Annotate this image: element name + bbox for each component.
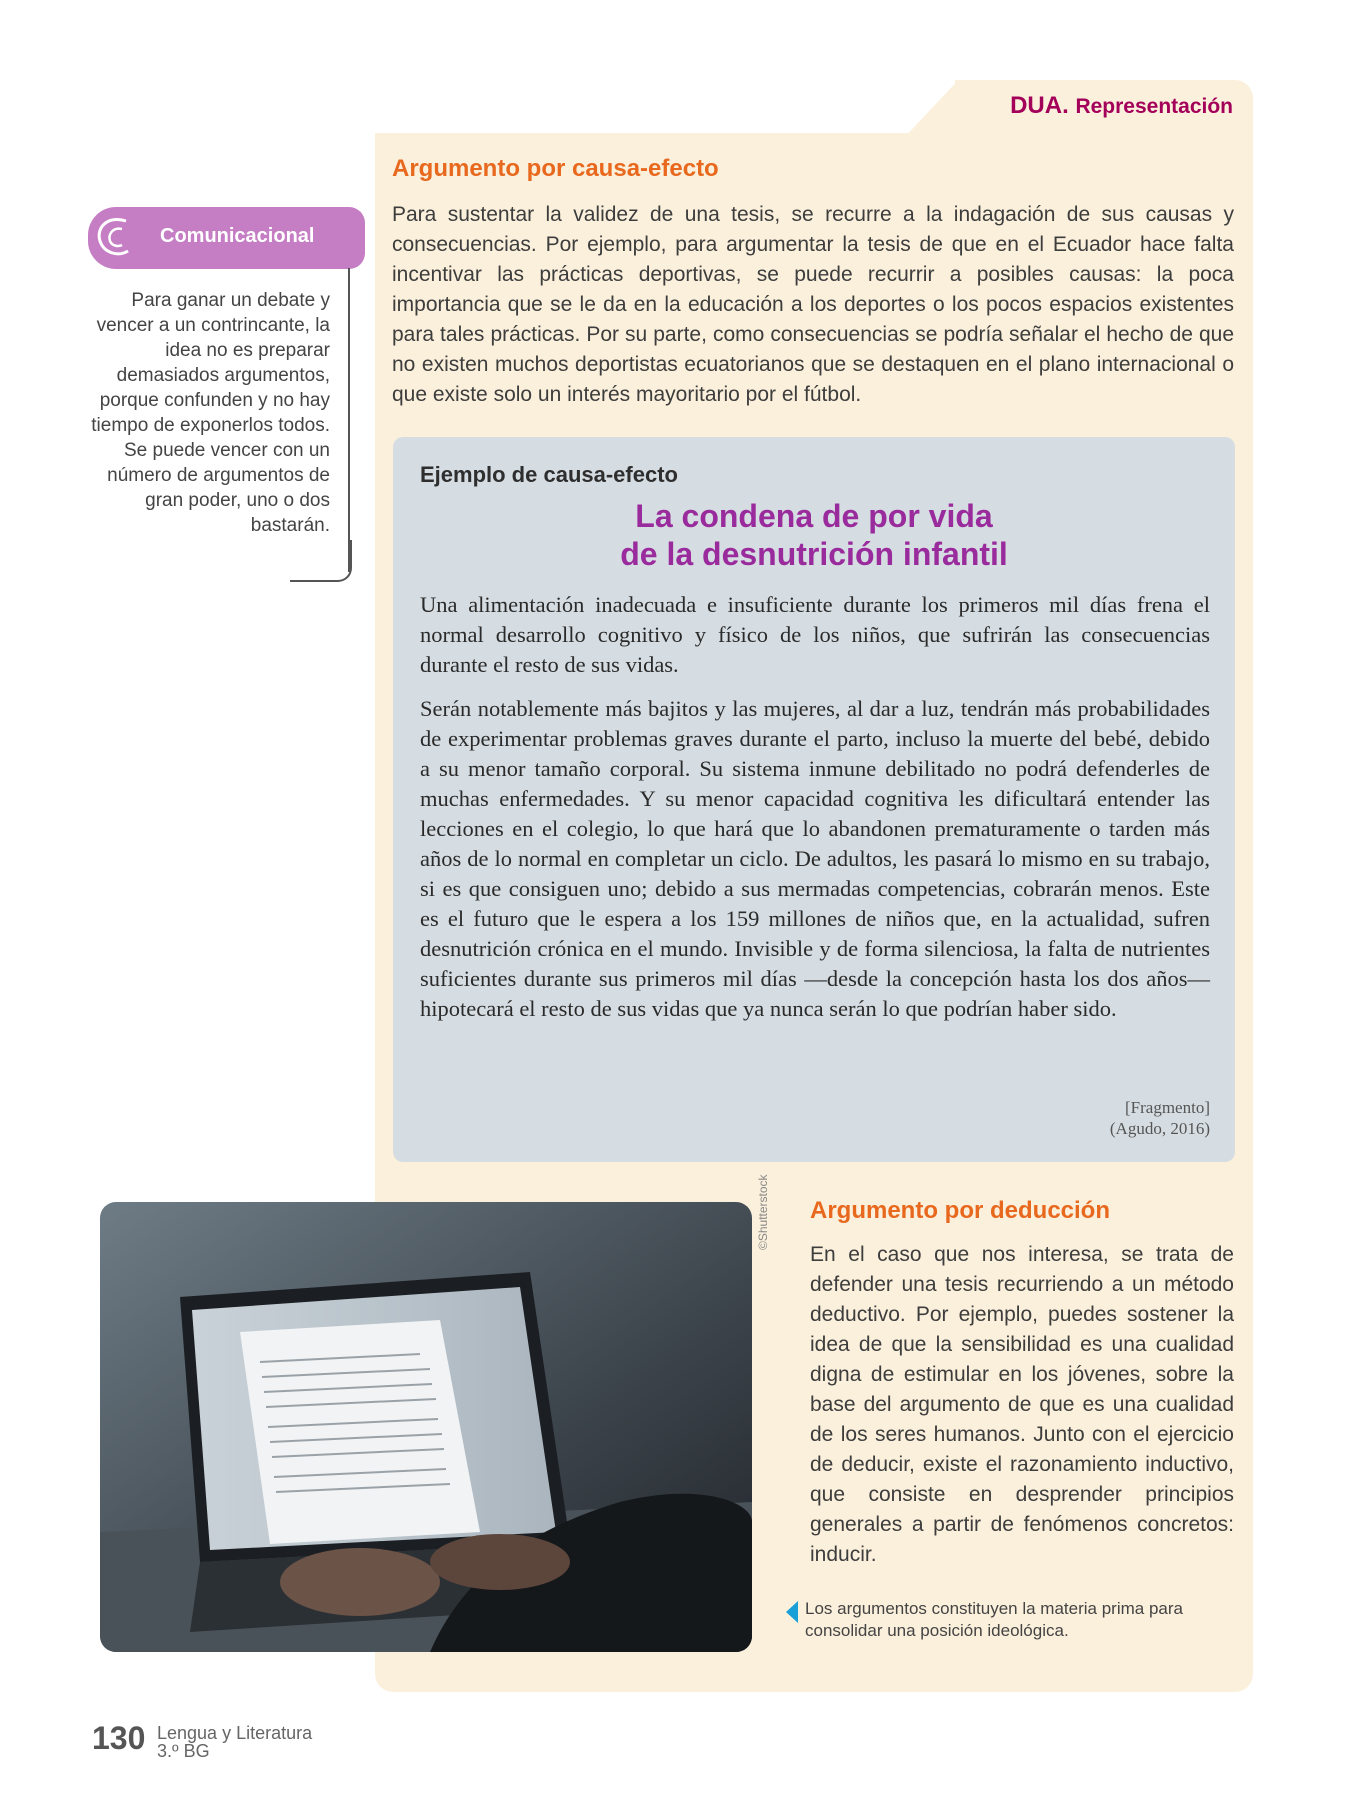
example-paragraph-2: Serán notablemente más bajitos y las mujeres, al dar a luz, tendrán más probabilidades de experimentar problemas graves durante el parto, incluso la muerte del bebé, debido a su menor tamaño corporal. Su sistema inmune debilitado no podrá defenderles de muchas enfermedades. Y su menor capacidad cognitiva les dificultará entender las lecciones en el colegio, lo que hará que lo abandonen prematuramente o tarden más años de lo normal en completar un ciclo. De adultos, les pasará lo mismo en su trabajo, si es que consiguen uno; debido a sus mermadas competencias, cobrarán menos. Este es el futuro que le espera a los 159 millones de niños que, en la actualidad, sufren desnutrición crónica en el mundo. Invisible y de forma silenciosa, la falta de nutrientes suficientes durante sus primeros mil días —desde la concepción hasta los dos años— hipotecará el resto de sus vidas que ya nunca serán lo que podrían haber sido. (420, 696, 1210, 1021)
panel-notch (375, 78, 955, 133)
example-title-line1: La condena de por vida (635, 498, 993, 534)
footer-grade: 3.º BG (157, 1741, 210, 1761)
dua-subtitle: Representación (1075, 95, 1233, 118)
section2-title: Argumento por deducción (810, 1197, 1110, 1224)
example-title-line2: de la desnutrición infantil (620, 536, 1008, 572)
sidebar-note: Para ganar un debate y vencer a un contrincante, la idea no es preparar demasiados argumentos, porque confunden y no hay tiempo de exponerlos todos. Se puede vencer con un número de argumentos de gran poder, uno o dos bastarán. (91, 290, 330, 536)
sidebar-corner (290, 540, 352, 582)
example-paragraph-1: Una alimentación inadecuada e insuficiente durante los primeros mil días frena el normal desarrollo cognitivo y físico de los niños, que sufrirán las consecuencias durante el resto de sus vidas. (420, 592, 1210, 677)
section2-body: En el caso que nos interesa, se trata de defender una tesis recurriendo a un método deductivo. Por ejemplo, puedes sostener la idea de que la sensibilidad es una cualidad digna de estimular en los jóvenes, sobre la base del argumento de que es una cualidad de los seres humanos. Junto con el ejercicio de deducir, existe el razonamiento inductivo, que consiste en desprender principios generales a partir de fenómenos concretos: inducir. (810, 1243, 1234, 1566)
page-number: 130 (92, 1720, 146, 1756)
section1-body: Para sustentar la validez de una tesis, se recurre a la indagación de sus causas y consecuencias. Por ejemplo, para argumentar la tesis de que en el Ecuador hace falta incentivar las prácticas deportivas, se puede recurrir a posibles causas: la poca importancia que se le da en la educación a los deportes o los pocos espacios existentes para tales prácticas. Por su parte, como consecuencias se podría señalar el hecho de que no existen muchos deportistas ecuatorianos que se destaquen en el plano internacional o que existe solo un interés mayoritario por el fútbol. (392, 203, 1234, 406)
sidebar-tab (88, 207, 365, 269)
photo-credit: ©Shutterstock (756, 1174, 770, 1250)
example-source (1110, 1097, 1210, 1139)
example-heading: Ejemplo de causa-efecto (420, 462, 678, 487)
footer-subject-name: Lengua y Literatura (157, 1723, 313, 1743)
dua-label (1010, 92, 1233, 120)
footer-subject (157, 1724, 312, 1760)
example-title (393, 497, 1235, 573)
sidebar-line (348, 268, 350, 572)
section1-title: Argumento por causa-efecto (392, 155, 719, 182)
photo-caption: Los argumentos constituyen la materia prima para consolidar una posición ideológica. (805, 1599, 1183, 1640)
laptop-illustration (100, 1202, 752, 1652)
caption-arrow-icon (786, 1601, 798, 1623)
curl-icon (92, 213, 136, 263)
sidebar-tab-label: Comunicacional (160, 225, 315, 247)
source-fragment: [Fragmento] (1125, 1098, 1210, 1117)
dua-title: DUA. (1010, 92, 1069, 119)
source-citation: (Agudo, 2016) (1109, 1119, 1210, 1138)
laptop-photo (100, 1202, 752, 1652)
